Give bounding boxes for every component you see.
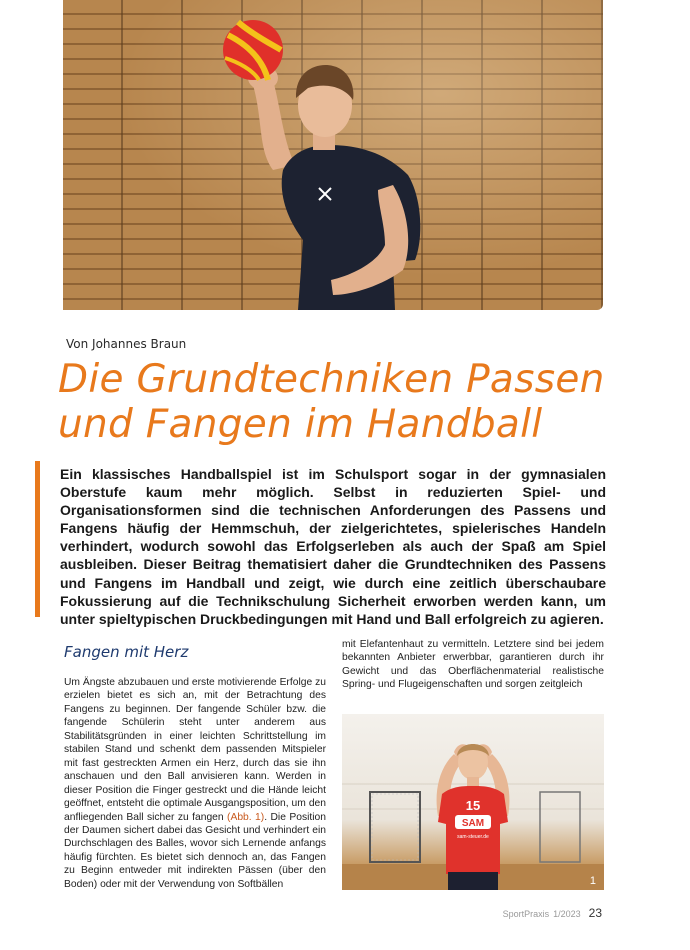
title-line-2: und Fangen im Handball	[58, 402, 543, 447]
lead-accent-bar	[35, 461, 40, 617]
article-title	[58, 357, 638, 447]
shirt-number: 15	[465, 798, 481, 813]
catching-player-illustration	[342, 714, 604, 890]
figure-reference-link[interactable]: (Abb. 1)	[227, 811, 265, 823]
figure-1-photo	[342, 714, 604, 890]
hero-photo	[63, 0, 603, 310]
magazine-name: SportPraxis	[502, 909, 550, 919]
body-text-left-part1: Um Ängste abzubauen und erste motivierende Erfolge zu erzielen bietet es sich an, mit der Betrachtung des Fangens zu beginnen. Der fangende Schüler bzw. die fangende Schülerin steht unter anderem aus Stabilitätsgründen in einer leichten Schrittstellung im stabilen Stand und schenkt dem passenden Mitspieler mit fast gestreckten Armen ein Herz, durch das sie ihn anschauen und den Ball anvisieren kann. Werden in dieser Position die Finger gestreckt und die Hände leicht geöffnet, entsteht die optimale Ausgangsposition, um den anfliegenden Ball sicher zu fangen	[64, 677, 326, 823]
figure-number: 1	[589, 875, 596, 887]
author-byline: Von Johannes Braun	[66, 337, 187, 351]
body-column-left	[64, 676, 326, 891]
handball-icon	[223, 20, 283, 80]
issue-number: 1/2023	[553, 909, 581, 919]
title-line-1: Die Grundtechniken Passen	[58, 357, 605, 402]
handball-player-illustration	[63, 0, 603, 310]
shirt-sponsor-url: sam-steuer.de	[457, 834, 489, 840]
shirt-logo: SAM	[461, 818, 485, 829]
section-heading: Fangen mit Herz	[64, 643, 189, 661]
page-footer	[503, 906, 602, 920]
body-column-right: mit Elefantenhaut zu vermitteln. Letztere sind bei jedem bekannten Anbieter erwerbbar, garantieren durch ihr Gewicht und das Oberflächenmaterial realistische Spring- und Flugeigenschaften und sorgen zeitgleich	[342, 639, 604, 691]
lead-paragraph: Ein klassisches Handballspiel ist im Schulsport sogar in der gymnasialen Oberstufe kaum mehr möglich. Selbst in reduzierten Spiel- und Organisationsformen sind die technischen Anforderungen des Passens und Fangens häufig der Hemmschuh, der zielgerichtetes, spielerisches Handeln verhindert, wodurch sowohl das Erfolgserleben als auch der Spaß am Spiel ausbleiben. Dieser Beitrag thematisiert daher die Grundtechniken des Passens und Fangens im Handball und zeigt, wie durch eine zeitlich überschaubare Fokussierung auf die Technikschulung Sicherheit erworben werden kann, um unter spieltypischen Druckbedingungen mit Hand und Ball erfolgreich zu agieren.	[60, 466, 606, 627]
page-number: 23	[588, 906, 602, 920]
body-text-left-part2: . Die Position der Daumen sichert dabei das Gesicht und verhindert ein Durchschlagen des Balles, wovor sich Lernende anfangs häufig fürchten. Es bietet sich dennoch an, das Fangen zu Beginn entweder mit indirekten Pässen (über den Boden) oder mit der Verwendung von Softbällen	[64, 811, 326, 890]
